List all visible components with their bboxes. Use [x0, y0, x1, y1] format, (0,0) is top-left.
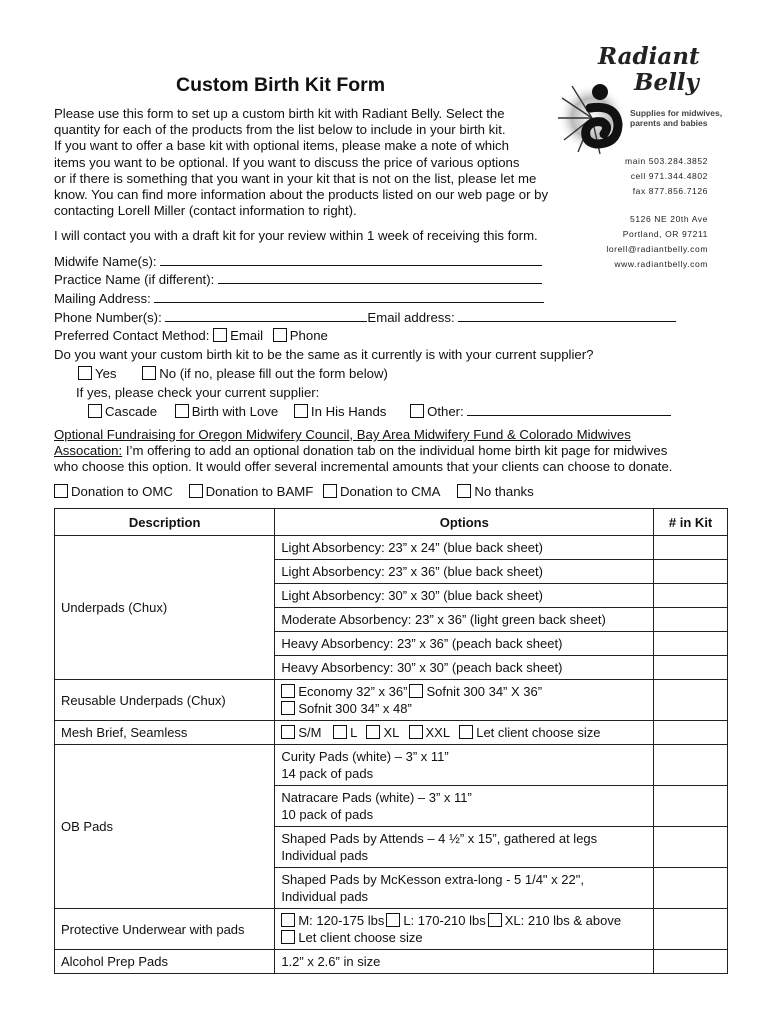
- donation-omc-label: Donation to OMC: [71, 484, 173, 499]
- practice-name-label: Practice Name (if different):: [54, 272, 215, 287]
- economy-label: Economy 32” x 36”: [298, 684, 408, 699]
- sofnit-48-label: Sofnit 300 34” x 48”: [298, 701, 412, 716]
- supplier-no-checkbox[interactable]: [142, 366, 156, 380]
- cascade-checkbox[interactable]: [88, 404, 102, 418]
- option-cell: Light Absorbency: 30” x 30” (blue back sheet): [275, 584, 654, 608]
- email-option-label: Email: [230, 328, 264, 343]
- protective-underwear-label: Protective Underwear with pads: [55, 909, 275, 950]
- sofnit-36-checkbox[interactable]: [409, 684, 423, 698]
- cascade-label: Cascade: [105, 404, 158, 419]
- mailing-address-label: Mailing Address:: [54, 291, 151, 306]
- fundraising-text-2: who choose this option. It would offer several incremental amounts that your clients can choose to donate.: [54, 459, 673, 474]
- economy-checkbox[interactable]: [281, 684, 295, 698]
- underwear-client-choose-label: Let client choose size: [298, 930, 423, 945]
- supplier-question: Do you want your custom birth kit to be the same as it currently is with your current supplier?: [54, 347, 594, 362]
- practice-name-field[interactable]: [218, 271, 542, 284]
- in-his-hands-label: In His Hands: [310, 404, 387, 419]
- contact-email-link[interactable]: lorell@radiantbelly.com: [606, 244, 708, 254]
- donation-cma-label: Donation to CMA: [339, 484, 440, 499]
- contact-phones: main 503.284.3852 cell 971.344.4802 fax 877.856.7126: [625, 156, 708, 196]
- ob-pads-label: OB Pads: [55, 745, 275, 909]
- qty-cell[interactable]: [654, 868, 728, 909]
- supplier-options-row: [88, 403, 671, 420]
- intro-paragraph: Please use this form to set up a custom birth kit with Radiant Belly. Select the quantity for each of the products from the list below to include in your birth kit. If you want to offer a base kit with optional items, please make a note of which items you want to be optional. If you want to discuss the price of various options or if there is something that you want in your kit that is not on the list, please let me know. You can find more information about the products listed on our web page or by contacting Lorell Miller (contact information to right).: [54, 106, 549, 219]
- phone-label: Phone Number(s):: [54, 310, 162, 325]
- option-cell: Natracare Pads (white) – 3” x 11” 10 pack of pads: [275, 786, 654, 827]
- in-his-hands-checkbox[interactable]: [294, 404, 308, 418]
- table-row: [55, 721, 728, 745]
- qty-cell[interactable]: [654, 950, 728, 974]
- donation-bamf-label: Donation to BAMF: [205, 484, 314, 499]
- underwear-m-label: M: 120-175 lbs: [298, 913, 385, 928]
- midwife-name-label: Midwife Name(s):: [54, 254, 157, 269]
- qty-cell[interactable]: [654, 656, 728, 680]
- option-cell: Shaped Pads by McKesson extra-long - 5 1/4" x 22", Individual pads: [275, 868, 654, 909]
- mesh-l-checkbox[interactable]: [333, 725, 347, 739]
- qty-cell[interactable]: [654, 584, 728, 608]
- contact-address: 5126 NE 20th Ave Portland, OR 97211 lorell@radiantbelly.com www.radiantbelly.com: [600, 212, 708, 272]
- mesh-options-cell: [275, 721, 654, 745]
- sofnit-48-checkbox[interactable]: [281, 701, 295, 715]
- description-header: Description: [55, 509, 275, 536]
- donation-bamf-checkbox[interactable]: [189, 484, 203, 498]
- donation-omc-checkbox[interactable]: [54, 484, 68, 498]
- qty-header: # in Kit: [654, 509, 728, 536]
- alcohol-prep-label: Alcohol Prep Pads: [55, 950, 275, 974]
- table-row: [55, 680, 728, 721]
- qty-cell[interactable]: [654, 632, 728, 656]
- underwear-l-label: L: 170-210 lbs: [403, 913, 486, 928]
- sofnit-36-label: Sofnit 300 34” X 36”: [426, 684, 543, 699]
- reusable-underpads-label: Reusable Underpads (Chux): [55, 680, 275, 721]
- form-title: Custom Birth Kit Form: [176, 74, 386, 96]
- mesh-sm-label: S/M: [298, 725, 322, 740]
- qty-cell[interactable]: [654, 909, 728, 950]
- midwife-name-field[interactable]: [160, 253, 542, 266]
- mesh-xl-checkbox[interactable]: [366, 725, 380, 739]
- qty-cell[interactable]: [654, 827, 728, 868]
- no-thanks-label: No thanks: [474, 484, 534, 499]
- phone-checkbox[interactable]: [273, 328, 287, 342]
- option-cell: Moderate Absorbency: 23” x 36” (light green back sheet): [275, 608, 654, 632]
- mesh-client-choose-checkbox[interactable]: [459, 725, 473, 739]
- underpads-label: Underpads (Chux): [55, 536, 275, 680]
- no-thanks-checkbox[interactable]: [457, 484, 471, 498]
- option-cell: Shaped Pads by Attends – 4 ½” x 15”, gathered at legs Individual pads: [275, 827, 654, 868]
- qty-cell[interactable]: [654, 680, 728, 721]
- fundraising-text-1: Assocation: I’m offering to add an optional donation tab on the individual home birth kit page for midwives: [54, 443, 668, 458]
- qty-cell[interactable]: [654, 608, 728, 632]
- table-header-row: [55, 509, 728, 536]
- supplier-yes-checkbox[interactable]: [78, 366, 92, 380]
- table-row: [55, 745, 728, 786]
- qty-cell[interactable]: [654, 560, 728, 584]
- reusable-options-cell: [275, 680, 654, 721]
- yes-label: Yes: [95, 366, 117, 381]
- underwear-options-cell: [275, 909, 654, 950]
- mesh-xl-label: XL: [383, 725, 399, 740]
- supplier-yes-no-row: [78, 366, 388, 382]
- phone-option-label: Phone: [289, 328, 328, 343]
- option-cell: Light Absorbency: 23” x 36” (blue back sheet): [275, 560, 654, 584]
- kit-table: [54, 508, 728, 974]
- contact-note: I will contact you with a draft kit for your review within 1 week of receiving this form.: [54, 228, 538, 243]
- table-row: [55, 909, 728, 950]
- mesh-xxl-label: XXL: [425, 725, 450, 740]
- option-cell: Light Absorbency: 23” x 24” (blue back sheet): [275, 536, 654, 560]
- qty-cell[interactable]: [654, 536, 728, 560]
- table-row: [55, 536, 728, 560]
- option-cell: Heavy Absorbency: 30” x 30” (peach back sheet): [275, 656, 654, 680]
- other-supplier-field[interactable]: [467, 403, 671, 416]
- underwear-xl-checkbox[interactable]: [488, 913, 502, 927]
- underwear-client-choose-checkbox[interactable]: [281, 930, 295, 944]
- qty-cell[interactable]: [654, 786, 728, 827]
- logo-wordmark: Radiant Belly: [598, 43, 700, 96]
- mesh-l-label: L: [350, 725, 357, 740]
- email-label: Email address:: [367, 310, 455, 325]
- underwear-l-checkbox[interactable]: [386, 913, 400, 927]
- mailing-address-field[interactable]: [154, 290, 544, 303]
- table-row: [55, 950, 728, 974]
- donation-cma-checkbox[interactable]: [323, 484, 337, 498]
- other-label: Other:: [427, 404, 464, 419]
- contact-method-row: [54, 328, 328, 344]
- email-checkbox[interactable]: [213, 328, 227, 342]
- email-field[interactable]: [458, 309, 676, 322]
- other-checkbox[interactable]: [410, 404, 424, 418]
- qty-cell[interactable]: [654, 721, 728, 745]
- contact-website-link[interactable]: www.radiantbelly.com: [614, 259, 708, 269]
- underwear-xl-label: XL: 210 lbs & above: [504, 913, 622, 928]
- mesh-sm-checkbox[interactable]: [281, 725, 295, 739]
- birth-with-love-checkbox[interactable]: [175, 404, 189, 418]
- options-header: Options: [275, 509, 654, 536]
- mesh-xxl-checkbox[interactable]: [409, 725, 423, 739]
- birth-with-love-label: Birth with Love: [191, 404, 279, 419]
- donation-options-row: [54, 484, 534, 500]
- no-label: No (if no, please fill out the form below): [159, 366, 388, 381]
- logo-tagline: Supplies for midwives, parents and babies: [630, 108, 723, 128]
- option-cell: 1.2” x 2.6” in size: [275, 950, 654, 974]
- option-cell: Curity Pads (white) – 3” x 11” 14 pack of pads: [275, 745, 654, 786]
- contact-method-label: Preferred Contact Method:: [54, 328, 210, 343]
- mesh-brief-label: Mesh Brief, Seamless: [55, 721, 275, 745]
- supplier-check-label: If yes, please check your current supplier:: [76, 385, 320, 400]
- option-cell: Heavy Absorbency: 23” x 36” (peach back sheet): [275, 632, 654, 656]
- underwear-m-checkbox[interactable]: [281, 913, 295, 927]
- qty-cell[interactable]: [654, 745, 728, 786]
- fundraising-heading: Optional Fundraising for Oregon Midwifery Council, Bay Area Midwifery Fund & Colorado Midwives: [54, 427, 631, 442]
- mesh-client-choose-label: Let client choose size: [476, 725, 601, 740]
- phone-field[interactable]: [165, 309, 367, 322]
